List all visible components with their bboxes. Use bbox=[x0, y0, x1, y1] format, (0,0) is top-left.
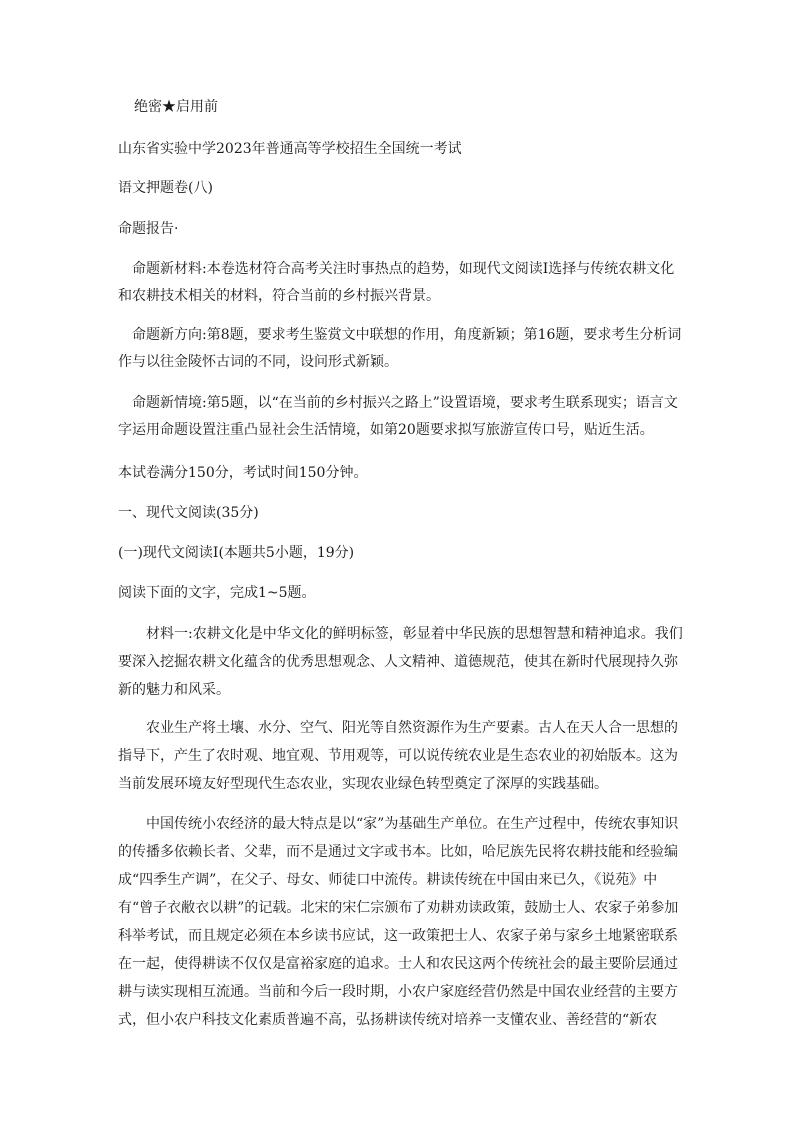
section-instruction: 阅读下面的文字，完成1~5题。 bbox=[118, 585, 316, 601]
secret-label: 绝密★启用前 bbox=[134, 99, 218, 115]
passage-paragraph-2: 农业生产将土壤、水分、空气、阳光等自然资源作为生产要素。古人在天人合一思想的指导下，产生了农时观、地宜观、节用观等，可以说传统农业是生态农业的初始版本。这为当前发展环境友好型现代生态农业，实现农业绿色转型奠定了深厚的实践基础。 bbox=[118, 720, 678, 792]
exam-info: 本试卷满分150分，考试时间150分钟。 bbox=[118, 465, 368, 481]
passage-paragraph-1: 材料一:农耕文化是中华文化的鲜明标签，彰显着中华民族的思想智慧和精神追求。我们要深入挖掘农耕文化蕴含的优秀思想观念、人文精神、道德规范，使其在新时代展现持久弥新的魅力和风采。 bbox=[118, 626, 683, 698]
section-subtitle: (一)现代文阅读Ⅰ(本题共5小题，19分) bbox=[118, 545, 355, 561]
exam-title: 山东省实验中学2023年普通高等学校招生全国统一考试 bbox=[118, 141, 462, 157]
passage-paragraph-3: 中国传统小农经济的最大特点是以“家”为基础生产单位。在生产过程中，传统农事知识的传播多依赖长者、父辈，而不是通过文字或书本。比如，哈尼族先民将农耕技能和经验编成“四季生产调”，在父子、母女、师徒口中流传。耕读传统在中国由来已久，《说苑》中有“曾子衣敝衣以耕”的记载。北宋的宋仁宗颁布了劝耕劝读政策，鼓励士人、农家子弟参加科举考试，而且规定必须在本乡读书应试，这一政策把士人、农家子弟与家乡土地紧密联系在一起，使得耕读不仅仅是富裕家庭的追求。士人和农民这两个传统社会的最主要阶层通过耕与读实现相互流通。当前和今后一段时期，小农户家庭经营仍然是中国农业经营的主要方式，但小农户科技文化素质普遍不高，弘扬耕读传统对培养一支懂农业、善经营的“新农 bbox=[118, 816, 679, 1028]
section-title: 一、现代文阅读(35分) bbox=[118, 505, 259, 521]
report-heading: 命题报告· bbox=[118, 221, 179, 237]
report-new-direction: 命题新方向:第8题，要求考生鉴赏文中联想的作用，角度新颖；第16题，要求考生分析词作与以往金陵怀古词的不同，设问形式新颖。 bbox=[118, 327, 682, 370]
paper-title: 语文押题卷(八) bbox=[118, 180, 213, 196]
report-new-context: 命题新情境:第5题，以“在当前的乡村振兴之路上”设置语境，要求考生联系现实；语言文字运用命题设置注重凸显社会生活情境，如第20题要求拟写旅游宣传口号，贴近生活。 bbox=[118, 395, 678, 438]
report-new-material: 命题新材料:本卷选材符合高考关注时事热点的趋势，如现代文阅读Ⅰ选择与传统农耕文化和农耕技术相关的材料，符合当前的乡村振兴背景。 bbox=[118, 261, 675, 304]
